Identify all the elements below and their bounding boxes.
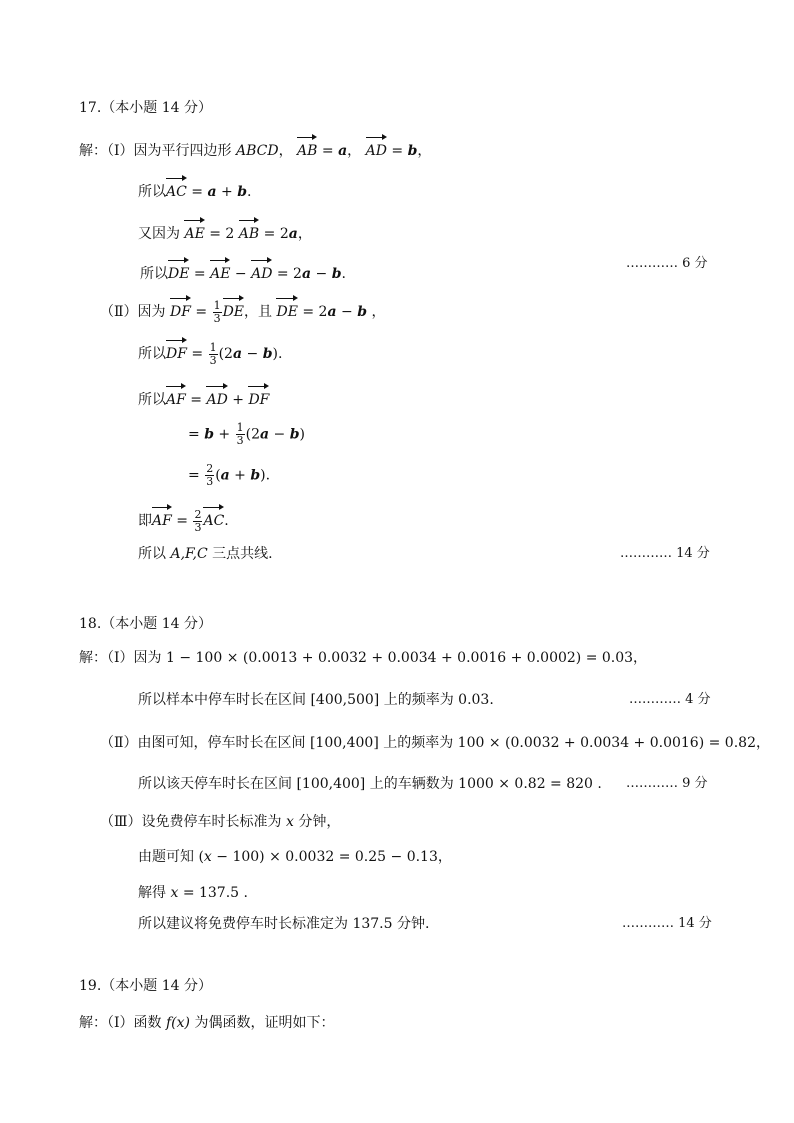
- vec-de: DE: [168, 258, 189, 284]
- vec-df: DF: [166, 338, 187, 364]
- fraction: [236, 422, 245, 447]
- q19-line-1: [79, 1013, 334, 1033]
- fraction: [209, 342, 218, 367]
- q18-line-7: [138, 883, 248, 903]
- num: 2: [194, 507, 202, 521]
- q17-line-8: = b + $\frac{1}{3}$ (2a − b): [188, 421, 305, 447]
- num: 1: [209, 340, 217, 354]
- den: 3: [194, 520, 202, 534]
- vec-df: DF: [170, 296, 191, 322]
- vec-ad: AD: [366, 135, 387, 161]
- vec-b: b: [331, 266, 342, 282]
- q17-line-9: = $\frac{2}{3}$ (a + b).: [188, 462, 271, 488]
- vec-b: b: [250, 467, 261, 484]
- text: 所以: [138, 546, 166, 562]
- fx: f(x): [165, 1015, 190, 1031]
- vec-b: b: [289, 426, 300, 443]
- den: 3: [236, 434, 244, 447]
- q18-line-2: 所以样本中停车时长在区间 [400,500] 上的频率为 0.03.: [138, 692, 494, 708]
- text: 三点共线.: [212, 546, 273, 562]
- vec-b: b: [237, 184, 247, 200]
- comma: ，: [417, 143, 432, 159]
- text: 所以: [138, 346, 166, 362]
- eq: = 2: [263, 226, 289, 242]
- vec-ad: AD: [251, 258, 272, 284]
- score-4: ………… 4 分: [629, 692, 711, 707]
- text: 解：（Ⅰ）函数: [79, 1015, 162, 1031]
- vec-af: AF: [166, 384, 186, 410]
- points: A,F,C: [170, 546, 208, 562]
- vec-a: a: [220, 467, 230, 484]
- fraction: [193, 509, 202, 534]
- vec-a: a: [207, 184, 217, 200]
- q17-line-4: 所以DE = AE − AD = 2a − b.: [140, 258, 346, 278]
- comma: ，: [371, 304, 386, 320]
- vec-a: a: [260, 426, 270, 443]
- q18-line-4: 所以该天停车时长在区间 [100,400] 上的车辆数为 1000 × 0.82 = 820 .: [138, 776, 602, 792]
- vec-a: a: [327, 304, 337, 320]
- text: ，且: [244, 304, 273, 320]
- score-6: ………… 6 分: [626, 256, 708, 271]
- text: （Ⅱ）因为: [100, 304, 166, 320]
- comma: ，: [297, 226, 312, 242]
- q17-line-2: 所以AC = a + b.: [138, 176, 251, 196]
- eq: = 2: [209, 226, 235, 242]
- vec-b: b: [407, 143, 418, 159]
- text: 所以: [138, 184, 166, 200]
- fraction: [213, 300, 222, 325]
- vec-ab: AB: [239, 218, 259, 244]
- num: 1: [213, 298, 221, 312]
- score-9: ………… 9 分: [626, 776, 708, 791]
- text: 为偶函数，证明如下：: [194, 1015, 335, 1031]
- text: 分钟，: [298, 814, 341, 830]
- comma: ，: [278, 143, 293, 159]
- var-x: x: [285, 814, 294, 830]
- den: 3: [206, 475, 214, 488]
- vec-ac: AC: [166, 176, 187, 202]
- vec-a: a: [288, 226, 298, 242]
- vec-a: a: [301, 266, 312, 282]
- num: 1: [236, 421, 244, 434]
- var-x: x: [170, 885, 179, 901]
- text: （Ⅲ）设免费停车时长标准为: [100, 814, 282, 830]
- q18-header: 18.（本小题 14 分）: [79, 616, 212, 632]
- vec-ac: AC: [203, 505, 224, 531]
- text: 解得: [138, 885, 166, 901]
- q19-header: 19.（本小题 14 分）: [79, 978, 212, 994]
- vec-df: DF: [248, 384, 269, 410]
- q18-line-1: 解：（Ⅰ）因为 1 − 100 × (0.0013 + 0.0032 + 0.0034 + 0.0016 + 0.0002) = 0.03，: [79, 650, 648, 666]
- text: 由题可知 (: [138, 849, 204, 865]
- q18-line-6: [138, 847, 452, 867]
- text: 又因为: [138, 226, 180, 242]
- text: 即: [138, 513, 152, 529]
- num: 2: [206, 462, 214, 475]
- score-14: ………… 14 分: [620, 546, 710, 561]
- vec-ab: AB: [297, 135, 317, 161]
- text: 所以: [138, 392, 166, 408]
- q17-line-5: （Ⅱ）因为 DF = $\frac{1}{3}$ DE，且 DE = 2a − b ，: [100, 296, 385, 316]
- q17-line-6: 所以DF = $\frac{1}{3}$ (2a − b).: [138, 338, 282, 358]
- q17-line-10: 即AF = $\frac{2}{3}$ AC.: [138, 505, 229, 525]
- q17-line-7: 所以AF = AD + DF: [138, 384, 269, 404]
- vec-ad: AD: [206, 384, 227, 410]
- text: 解：（Ⅰ）因为平行四边形: [79, 143, 232, 159]
- q17-line-3: [138, 218, 312, 242]
- text: 所以: [140, 266, 168, 282]
- vec-de: DE: [223, 296, 244, 322]
- q18-line-5: [100, 812, 340, 832]
- q17-line-11: [138, 544, 273, 564]
- den: 3: [209, 353, 217, 367]
- comma: ，: [347, 143, 362, 159]
- text: − 100) × 0.0032 = 0.25 − 0.13，: [216, 849, 452, 865]
- fraction: [205, 463, 214, 488]
- q17-line-1: 解：（Ⅰ）因为平行四边形 ABCD， AB = a， AD = b，: [79, 135, 431, 155]
- var-x: x: [203, 849, 212, 865]
- vec-a: a: [232, 346, 243, 362]
- q17-header: 17.（本小题 14 分）: [79, 100, 212, 116]
- vec-ae: AE: [184, 218, 204, 244]
- q18-line-3: （Ⅱ）由图可知，停车时长在区间 [100,400] 上的频率为 100 × (0.0032 + 0.0034 + 0.0016) = 0.82，: [100, 735, 770, 751]
- vec-b: b: [262, 346, 273, 362]
- vec-a: a: [338, 143, 348, 159]
- text: = 137.5 .: [182, 885, 248, 901]
- den: 3: [213, 311, 221, 325]
- vec-af: AF: [152, 505, 172, 531]
- vec-de: DE: [276, 296, 297, 322]
- q18-line-8: 所以建议将免费停车时长标准定为 137.5 分钟.: [138, 916, 430, 932]
- vec-b: b: [357, 304, 367, 320]
- score-14: ………… 14 分: [622, 916, 712, 931]
- vec-ae: AE: [210, 258, 230, 284]
- abcd: ABCD: [235, 143, 279, 159]
- vec-b: b: [204, 426, 214, 443]
